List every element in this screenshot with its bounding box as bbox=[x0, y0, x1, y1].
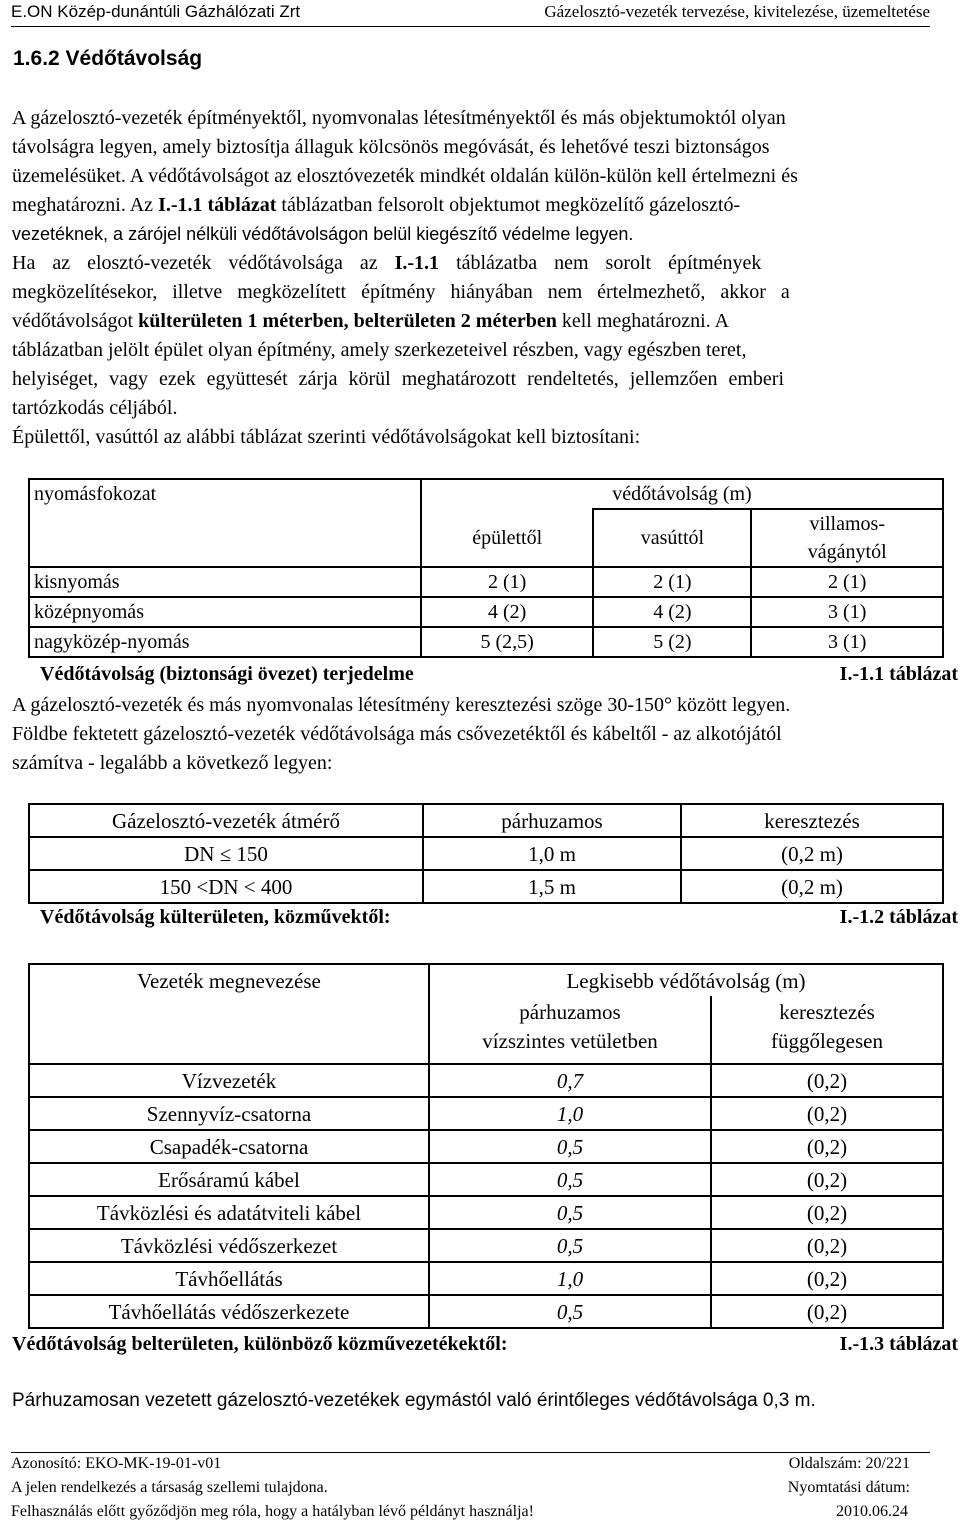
text-span: táblázatba nem sorolt építmények bbox=[439, 252, 762, 274]
cell-value: (0,2 m) bbox=[681, 837, 943, 870]
page-number: Oldalszám: 20/221 bbox=[788, 1455, 910, 1472]
header-document-title: Gázelosztó-vezeték tervezése, kivitelezése, üzemeltetése bbox=[544, 2, 930, 21]
cell-value: 1,0 bbox=[429, 1262, 711, 1295]
text-line bbox=[12, 307, 958, 336]
validity-notice: Felhasználás előtt győződjön meg róla, hogy a hatályban lévő példányt használja! bbox=[11, 1503, 534, 1520]
text-span: kell meghatározni. A bbox=[556, 310, 730, 332]
print-date-label: Nyomtatási dátum: bbox=[787, 1479, 910, 1496]
header-parallel: párhuzamos bbox=[423, 804, 681, 837]
header-vertical: függőlegesen bbox=[711, 1027, 943, 1064]
cell-value: 0,5 bbox=[429, 1163, 711, 1196]
cell-value: DN ≤ 150 bbox=[29, 837, 423, 870]
emphasis-distance: külterületen 1 méterben, belterületen 2 méterben bbox=[138, 310, 557, 332]
header-diameter: Gázelosztó-vezeték átmérő bbox=[29, 804, 423, 837]
text-line: megközelítésekor, illetve megközelített építmény hiányában nem értelmezhető, akkor a bbox=[12, 281, 790, 303]
row-label: nagyközép-nyomás bbox=[29, 627, 421, 657]
table-header-row bbox=[29, 804, 943, 837]
cell-label: Távközlési és adatátviteli kábel bbox=[29, 1196, 429, 1229]
table-row bbox=[29, 1163, 943, 1196]
table-row bbox=[29, 1064, 943, 1097]
document-id: Azonosító: EKO-MK-19-01-v01 bbox=[11, 1455, 222, 1472]
text-line: számítva - legalább a következő legyen: bbox=[12, 752, 333, 774]
cell-value: 3 (1) bbox=[751, 597, 943, 627]
cell-label: Távhőellátás bbox=[29, 1262, 429, 1295]
table-row bbox=[29, 837, 943, 870]
ownership-notice: A jelen rendelkezés a társaság szellemi tulajdona. bbox=[11, 1479, 328, 1496]
header-min-distance: Legkisebb védőtávolság (m) bbox=[429, 964, 943, 996]
cell-value: 2 (1) bbox=[593, 567, 751, 597]
text-line: Földbe fektetett gázelosztó-vezeték védőtávolsága más csővezetéktől és kábeltől - az alkotójától bbox=[12, 723, 782, 745]
cell-value: (0,2) bbox=[711, 1196, 943, 1229]
cell-value: 5 (2,5) bbox=[421, 627, 593, 657]
header-from-tram-track bbox=[751, 509, 943, 567]
cell-label: Erősáramú kábel bbox=[29, 1163, 429, 1196]
print-date: 2010.06.24 bbox=[836, 1503, 908, 1520]
header-pipeline-name: Vezeték megnevezése bbox=[29, 964, 429, 1064]
cell-value: 4 (2) bbox=[593, 597, 751, 627]
header-parallel: párhuzamos bbox=[429, 996, 711, 1027]
text-span: táblázatban felsorolt objektumot megközelítő gázelosztó- bbox=[276, 194, 741, 216]
cell-value: 0,5 bbox=[429, 1130, 711, 1163]
table-row bbox=[29, 1097, 943, 1130]
text-line: távolságra legyen, amely biztosítja állaguk kölcsönös megóvását, és lehetővé teszi biztonságos bbox=[12, 136, 770, 158]
text-line bbox=[12, 249, 958, 278]
cell-value: 0,5 bbox=[429, 1196, 711, 1229]
cell-label: Csapadék-csatorna bbox=[29, 1130, 429, 1163]
table-row bbox=[29, 1295, 943, 1328]
cell-value: (0,2 m) bbox=[681, 870, 943, 903]
header-horizontal-projection: vízszintes vetületben bbox=[429, 1027, 711, 1064]
cell-value: (0,2) bbox=[711, 1295, 943, 1328]
text-line: üzemelésüket. A védőtávolságot az elosztóvezeték mindkét oldalán külön-külön kell értelmezni és bbox=[12, 165, 798, 187]
cell-value: 0,5 bbox=[429, 1295, 711, 1328]
table-caption: Védőtávolság belterületen, különböző közművezetékektől: bbox=[12, 1333, 508, 1355]
protection-distance-table bbox=[28, 478, 944, 658]
table-number: I.-1.1 táblázat bbox=[839, 663, 958, 685]
text-line: A gázelosztó-vezeték és más nyomvonalas létesítmény keresztezési szöge 30-150° között legyen. bbox=[12, 694, 791, 716]
cell-value: 0,5 bbox=[429, 1229, 711, 1262]
text-line bbox=[12, 191, 958, 220]
cell-value: 1,0 bbox=[429, 1097, 711, 1130]
cell-value: 4 (2) bbox=[421, 597, 593, 627]
table-reference: I.-1.1 bbox=[394, 252, 440, 274]
text-line: A gázelosztó-vezeték építményektől, nyomvonalas létesítményektől és más objektumoktól olyan bbox=[12, 107, 786, 129]
table-row bbox=[29, 567, 943, 597]
text-line: táblázatban jelölt épület olyan építmény, amely szerkezeteivel részben, vagy egészben teret, bbox=[12, 339, 747, 361]
header-from-railway: vasúttól bbox=[593, 509, 751, 567]
cell-label: Távhőellátás védőszerkezete bbox=[29, 1295, 429, 1328]
text-line: vezetéknek, a zárójel nélküli védőtávolságon belül kiegészítő védelme legyen. bbox=[12, 224, 634, 244]
header-text: villamos- bbox=[809, 513, 885, 535]
header-crossing: keresztezés bbox=[711, 996, 943, 1027]
header-protection-distance: védőtávolság (m) bbox=[421, 479, 943, 509]
cell-value: 3 (1) bbox=[751, 627, 943, 657]
cell-value: 150 <DN < 400 bbox=[29, 870, 423, 903]
paragraph-intro bbox=[12, 104, 958, 452]
cell-value: 0,7 bbox=[429, 1064, 711, 1097]
cell-value: (0,2) bbox=[711, 1262, 943, 1295]
cell-label: Szennyvíz-csatorna bbox=[29, 1097, 429, 1130]
cell-value: (0,2) bbox=[711, 1064, 943, 1097]
table-row bbox=[29, 1262, 943, 1295]
cell-value: 1,5 m bbox=[423, 870, 681, 903]
text-span: meghatározni. Az bbox=[12, 194, 159, 216]
table-number: I.-1.2 táblázat bbox=[839, 906, 958, 928]
table-caption: Védőtávolság külterületen, közművektől: bbox=[40, 906, 391, 928]
row-label: kisnyomás bbox=[29, 567, 421, 597]
text-line: helyiséget, vagy ezek együttesét zárja körül meghatározott rendeltetés, jellemzően emberi bbox=[12, 368, 785, 390]
cell-value: 2 (1) bbox=[751, 567, 943, 597]
table-row bbox=[29, 597, 943, 627]
cell-value: (0,2) bbox=[711, 1229, 943, 1262]
page-footer bbox=[11, 1452, 930, 1527]
cell-value: 1,0 m bbox=[423, 837, 681, 870]
cell-label: Vízvezeték bbox=[29, 1064, 429, 1097]
table-number: I.-1.3 táblázat bbox=[839, 1333, 958, 1355]
header-text: vágánytól bbox=[807, 541, 887, 563]
table-row bbox=[29, 870, 943, 903]
table-caption: Védőtávolság (biztonsági övezet) terjedelme bbox=[40, 663, 414, 685]
outskirts-distance-table bbox=[28, 803, 944, 904]
cell-value: (0,2) bbox=[711, 1097, 943, 1130]
text-line: tartózkodás céljából. bbox=[12, 397, 178, 419]
cell-value: (0,2) bbox=[711, 1130, 943, 1163]
header-crossing: keresztezés bbox=[681, 804, 943, 837]
urban-distance-table bbox=[28, 963, 944, 1329]
text-line: Épülettől, vasúttól az alábbi táblázat szerinti védőtávolságokat kell biztosítani: bbox=[12, 426, 641, 448]
cell-label: Távközlési védőszerkezet bbox=[29, 1229, 429, 1262]
table-row bbox=[29, 1229, 943, 1262]
cell-value: (0,2) bbox=[711, 1163, 943, 1196]
table-row bbox=[29, 1130, 943, 1163]
page-header bbox=[11, 2, 930, 27]
section-title: 1.6.2 Védőtávolság bbox=[13, 47, 203, 70]
header-company: E.ON Közép-dunántúli Gázhálózati Zrt bbox=[11, 2, 301, 21]
header-from-building: épülettől bbox=[421, 509, 593, 567]
text-span: védőtávolságot bbox=[12, 310, 139, 332]
row-label: középnyomás bbox=[29, 597, 421, 627]
table-row bbox=[29, 627, 943, 657]
closing-paragraph: Párhuzamosan vezetett gázelosztó-vezetékek egymástól való érintőleges védőtávolsága 0,3 m. bbox=[12, 1390, 816, 1411]
header-pressure-level: nyomásfokozat bbox=[29, 479, 421, 567]
cell-value: 2 (1) bbox=[421, 567, 593, 597]
table-reference: I.-1.1 táblázat bbox=[158, 194, 277, 216]
cell-value: 5 (2) bbox=[593, 627, 751, 657]
paragraph-crossing bbox=[12, 691, 958, 778]
text-span: Ha az elosztó-vezeték védőtávolsága az bbox=[12, 252, 395, 274]
table-row bbox=[29, 1196, 943, 1229]
